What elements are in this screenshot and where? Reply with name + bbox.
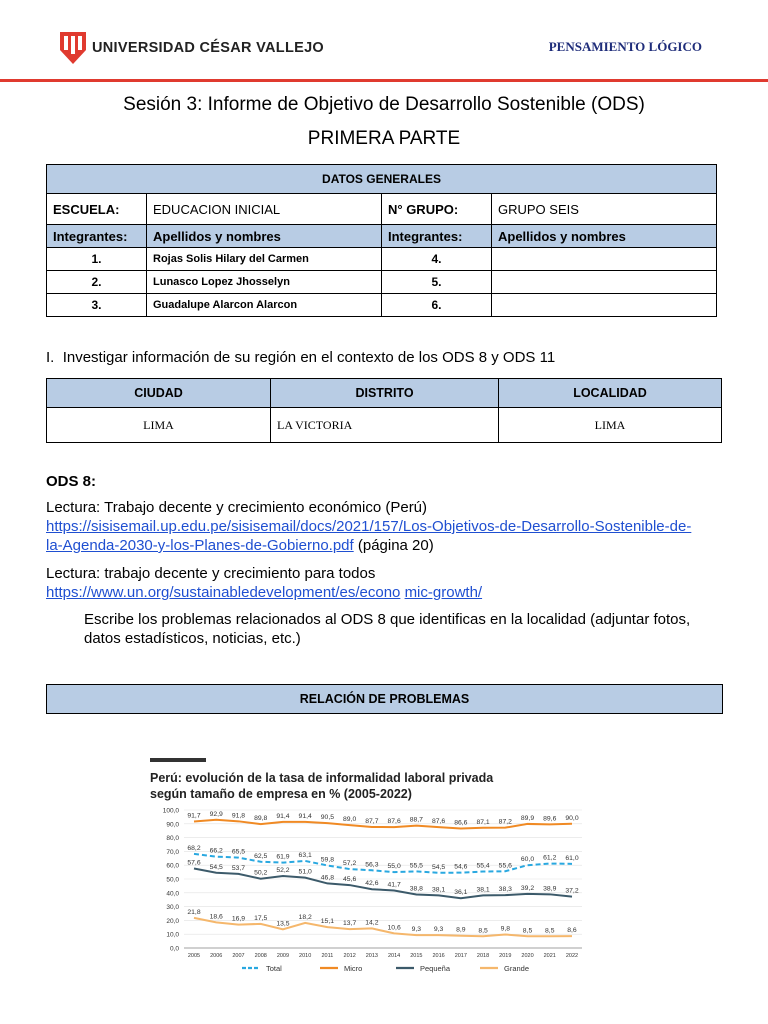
data-label: 53,7 [231,864,246,872]
data-label: 57,2 [343,860,357,868]
members-col-header-2: Integrantes: [382,225,492,248]
session-title: Sesión 3: Informe de Objetivo de Desarrollo Sostenible (ODS) [123,94,645,115]
member-name: Rojas Solis Hilary del Carmen [147,248,382,271]
data-label: 38,1 [476,886,490,894]
data-label: 62,5 [254,852,268,860]
y-tick-label: 60,0 [166,862,179,870]
general-data-table [46,164,717,317]
data-label: 41,7 [387,881,401,889]
data-label: 55,0 [387,863,401,871]
data-label: 91,8 [231,812,246,820]
data-label: 89,8 [254,815,268,823]
data-label: 56,3 [365,861,379,869]
data-label: 89,0 [343,816,357,824]
reading1-link-cont[interactable]: la-Agenda-2030-y-los-Planes-de-Gobierno.pdf [46,537,354,554]
x-tick-label: 2016 [432,953,445,959]
location-table [46,378,722,443]
x-tick-label: 2021 [543,953,556,959]
data-label: 17,5 [254,914,268,922]
chart-top-bar [150,758,206,762]
section-numeral: I. [46,349,55,366]
table-row [47,248,717,271]
data-label: 61,9 [276,853,290,861]
data-label: 8,5 [522,927,533,935]
x-tick-label: 2008 [254,953,267,959]
data-label: 87,6 [387,818,401,826]
x-tick-label: 2007 [232,953,245,959]
data-label: 10,6 [387,924,401,932]
data-label: 55,4 [476,862,490,870]
data-label: 68,2 [187,844,201,852]
data-label: 66,2 [209,847,223,855]
x-tick-label: 2011 [321,953,334,959]
data-label: 8,5 [478,927,488,935]
data-label: 16,9 [231,915,246,923]
member-number: 1. [47,248,147,271]
y-tick-label: 10,0 [166,931,179,939]
member-number: 4. [382,248,492,271]
member-name: Guadalupe Alarcon Alarcon [147,294,382,317]
data-label: 9,8 [500,925,511,933]
data-label: 57,6 [187,859,201,867]
data-label: 55,6 [498,862,512,870]
ods8-heading: ODS 8: [46,473,97,490]
data-label: 38,9 [543,885,557,893]
table-row [47,294,717,317]
data-label: 9,3 [433,926,444,934]
x-tick-label: 2005 [187,953,201,959]
y-tick-label: 80,0 [166,835,179,843]
ucv-shield-icon [60,32,86,64]
school-value: EDUCACION INICIAL [147,194,382,225]
data-label: 39,2 [520,884,535,892]
data-label: 90,5 [320,814,335,822]
data-label: 87,6 [431,818,446,826]
y-tick-label: 50,0 [166,876,179,884]
x-tick-label: 2009 [276,953,290,959]
data-label: 88,7 [409,816,423,824]
data-label: 37,2 [565,887,579,895]
university-name: UNIVERSIDAD CÉSAR VALLEJO [92,40,325,56]
locality-value: LIMA [499,408,722,443]
x-tick-label: 2022 [565,953,579,959]
x-tick-label: 2012 [343,953,356,959]
group-label: N° GRUPO: [382,194,492,225]
x-tick-label: 2013 [365,953,379,959]
data-label: 8,9 [456,926,466,934]
member-number: 6. [382,294,492,317]
data-label: 60,0 [520,856,535,864]
informality-chart [150,758,590,980]
table-row [47,271,717,294]
x-tick-label: 2006 [210,953,223,959]
course-title: PENSAMIENTO LÓGICO [548,39,702,54]
data-label: 63,1 [298,851,312,859]
reading1-label: Lectura: Trabajo decente y crecimiento económico (Perú) [46,499,428,516]
data-label: 18,6 [209,913,223,921]
data-label: 89,6 [543,815,557,823]
reading1-link-line1 [46,517,691,536]
data-label: 54,6 [454,863,468,871]
data-label: 61,2 [543,854,557,862]
data-label: 8,6 [567,927,577,935]
data-label: 87,1 [476,818,490,826]
data-label: 38,8 [409,885,423,893]
data-label: 87,7 [365,817,379,825]
data-label: 61,0 [565,854,579,862]
legend-label: Total [266,964,282,973]
locality-header: LOCALIDAD [499,379,722,408]
general-data-heading: DATOS GENERALES [47,165,717,194]
data-label: 18,2 [298,913,312,921]
problems-table [46,684,723,714]
data-label: 46,8 [320,874,335,882]
city-value: LIMA [47,408,271,443]
data-label: 9,3 [411,926,422,934]
x-tick-label: 2019 [499,953,512,959]
university-logo [60,32,324,64]
member-name: Lunasco Lopez Jhosselyn [147,271,382,294]
reading2-link-line [46,583,482,602]
data-label: 15,1 [320,918,335,926]
data-label: 52,2 [276,866,290,874]
part-title: PRIMERA PARTE [307,128,461,149]
section-i [46,348,555,367]
district-header: DISTRITO [271,379,499,408]
data-label: 86,6 [454,819,468,827]
reading1-page: (página 20) [353,537,434,554]
data-label: 89,9 [520,814,535,822]
data-label: 51,0 [298,868,312,876]
names-col-header-2: Apellidos y nombres [492,225,717,248]
header-divider [0,79,768,82]
data-label: 90,0 [565,814,579,822]
data-label: 65,5 [231,848,246,856]
reading2-link-cont[interactable]: mic-growth/ [404,584,483,601]
data-label: 92,9 [209,810,223,818]
instruction-line1: Escribe los problemas relacionados al ODS 8 que identificas en la localidad (adjuntar fotos, [84,611,691,628]
data-label: 91,7 [187,812,201,820]
x-tick-label: 2014 [387,953,401,959]
y-tick-label: 90,0 [166,821,179,829]
member-name [492,294,717,317]
member-name [492,248,717,271]
y-tick-label: 30,0 [166,904,179,912]
group-value: GRUPO SEIS [492,194,717,225]
reading2-label: Lectura: trabajo decente y crecimiento para todos [46,565,376,582]
data-label: 45,6 [343,876,357,884]
data-label: 59,8 [320,856,335,864]
data-label: 91,4 [276,812,290,820]
legend-label: Micro [344,964,363,973]
chart-title-line2: según tamaño de empresa en % (2005-2022) [150,787,412,801]
member-number: 3. [47,294,147,317]
data-label: 38,3 [498,886,512,894]
instruction-line2: datos estadísticos, noticias, etc.) [84,630,301,647]
reading1-link-line2 [46,536,434,555]
district-value: LA VICTORIA [271,408,499,443]
data-label: 36,1 [454,889,468,897]
member-name [492,271,717,294]
data-label: 8,5 [545,927,555,935]
x-tick-label: 2010 [299,953,312,959]
city-header: CIUDAD [47,379,271,408]
legend-label: Grande [504,964,530,973]
problems-heading: RELACIÓN DE PROBLEMAS [47,685,723,714]
reading1-link[interactable]: https://sisisemail.up.edu.pe/sisisemail/docs/2021/157/Los-Objetivos-de-Desarrollo-Sostenible-de- [46,518,692,535]
y-tick-label: 70,0 [166,848,179,856]
data-label: 87,2 [498,818,512,826]
data-label: 14,2 [365,919,379,927]
y-tick-label: 40,0 [166,890,179,898]
chart-title-line1: Perú: evolución de la tasa de informalidad laboral privada [150,771,494,785]
member-number: 2. [47,271,147,294]
data-label: 38,1 [431,886,446,894]
school-label: ESCUELA: [47,194,147,225]
data-label: 13,5 [276,920,290,928]
section-text: Investigar información de su región en el contexto de los ODS 8 y ODS 11 [62,349,556,366]
members-col-header: Integrantes: [47,225,147,248]
legend-label: Pequeña [420,964,451,973]
names-col-header: Apellidos y nombres [147,225,382,248]
y-tick-label: 20,0 [166,917,179,925]
data-label: 42,6 [365,880,379,888]
data-label: 13,7 [343,920,357,928]
data-label: 50,2 [254,869,268,877]
x-tick-label: 2018 [476,953,490,959]
x-tick-label: 2017 [454,953,467,959]
x-tick-label: 2015 [410,953,423,959]
data-label: 54,5 [431,863,446,871]
member-number: 5. [382,271,492,294]
data-label: 91,4 [298,812,312,820]
reading2-link[interactable]: https://www.un.org/sustainabledevelopment/es/econo [46,584,401,601]
y-tick-label: 0,0 [169,945,179,953]
page-header [0,0,768,80]
x-tick-label: 2020 [521,953,534,959]
data-label: 21,8 [187,908,201,916]
data-label: 55,5 [409,862,423,870]
data-label: 54,5 [209,863,223,871]
y-tick-label: 100,0 [162,807,179,815]
